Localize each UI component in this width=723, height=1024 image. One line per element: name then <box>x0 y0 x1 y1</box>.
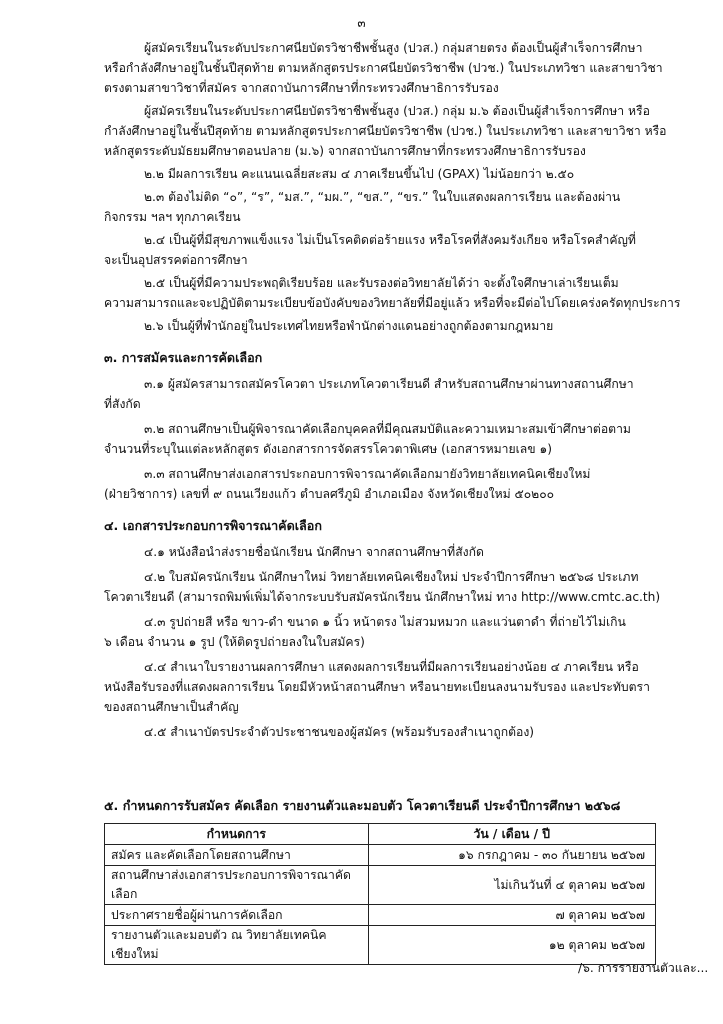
section-3-heading: ๓. การสมัครและการคัดเลือก <box>104 350 263 365</box>
continuation-note: /๖. การรายงานตัวและ... <box>578 961 709 975</box>
schedule-table <box>104 823 656 965</box>
item-2-5-line2: ความสามารถและจะปฏิบัติตามระเบียบข้อบังคับของวิทยาลัยที่มีอยู่แล้ว หรือที่จะมีต่อไปโดยเคร่งครัดทุกประการ <box>104 296 681 310</box>
schedule-header-event: กำหนดการ <box>105 824 369 845</box>
table-row <box>105 866 656 905</box>
item-3-2-line2: จำนวนที่ระบุในแต่ละหลักสูตร ดังเอกสารการจัดสรรโควตาพิเศษ (เอกสารหมายเลข ๑) <box>104 442 552 456</box>
item-2-5-line1: ๒.๕ เป็นผู้ที่มีความประพฤติเรียบร้อย และรับรองต่อวิทยาลัยได้ว่า จะตั้งใจศึกษาเล่าเรียนเต็ม <box>144 276 619 290</box>
schedule-date-cell: ไม่เกินวันที่ ๔ ตุลาคม ๒๕๖๗ <box>368 866 655 905</box>
para-pvs-direct-line1: ผู้สมัครเรียนในระดับประกาศนียบัตรวิชาชีพชั้นสูง (ปวส.) กลุ่มสายตรง ต้องเป็นผู้สำเร็จการศึกษา <box>144 41 643 55</box>
item-4-3-line1: ๔.๓ รูปถ่ายสี หรือ ขาว-ดำ ขนาด ๑ นิ้ว หน้าตรง ไม่สวมหมวก และแว่นตาดำ ที่ถ่ายไว้ไม่เกิน <box>144 615 626 629</box>
item-4-4-line1: ๔.๔ สำเนาใบรายงานผลการศึกษา แสดงผลการเรียนที่มีผลการเรียนอย่างน้อย ๔ ภาคเรียน หรือ <box>144 660 639 674</box>
item-2-3-line2: กิจกรรม ฯลฯ ทุกภาคเรียน <box>104 210 241 224</box>
item-4-4-line3: ของสถานศึกษาเป็นสำคัญ <box>104 700 239 714</box>
schedule-event-cell: รายงานตัวและมอบตัว ณ วิทยาลัยเทคนิคเชียงใหม่ <box>105 926 369 965</box>
schedule-date-cell: ๗ ตุลาคม ๒๕๖๗ <box>368 905 655 926</box>
section-5-heading: ๕. กำหนดการรับสมัคร คัดเลือก รายงานตัวและมอบตัว โควตาเรียนดี ประจำปีการศึกษา ๒๕๖๘ <box>104 798 621 813</box>
item-3-3-line2: (ฝ่ายวิชาการ) เลขที่ ๙ ถนนเวียงแก้ว ตำบลศรีภูมิ อำเภอเมือง จังหวัดเชียงใหม่ ๕๐๒๐๐ <box>104 487 555 501</box>
schedule-header-row <box>105 824 656 845</box>
para-pvs-m6-line3: หลักสูตรระดับมัธยมศึกษาตอนปลาย (ม.๖) จากสถาบันการศึกษาที่กระทรวงศึกษาธิการรับรอง <box>104 144 586 158</box>
item-4-1: ๔.๑ หนังสือนำส่งรายชื่อนักเรียน นักศึกษา จากสถานศึกษาที่สังกัด <box>144 545 484 559</box>
table-row <box>105 905 656 926</box>
item-4-2-line1: ๔.๒ ใบสมัครนักเรียน นักศึกษาใหม่ วิทยาลัยเทคนิคเชียงใหม่ ประจำปีการศึกษา ๒๕๖๘ ประเภท <box>144 570 639 584</box>
section-4-heading: ๔. เอกสารประกอบการพิจารณาคัดเลือก <box>104 518 322 533</box>
item-4-4-line2: หนังสือรับรองที่แสดงผลการเรียน โดยมีหัวหน้าสถานศึกษา หรือนายทะเบียนลงนามรับรอง และประทับตรา <box>104 680 650 694</box>
para-pvs-m6-line2: กำลังศึกษาอยู่ในชั้นปีสุดท้าย ตามหลักสูตรประกาศนียบัตรวิชาชีพ (ปวช.) ในประเภทวิชา และสาขาวิชา หรือ <box>104 124 667 138</box>
item-2-3-line1: ๒.๓ ต้องไม่ติด “๐”, “ร”, “มส.”, “มผ.”, “ขส.”, “ขร.” ในใบแสดงผลการเรียน และต้องผ่าน <box>144 190 621 204</box>
item-3-1-line1: ๓.๑ ผู้สมัครสามารถสมัครโควตา ประเภทโควตาเรียนดี สำหรับสถานศึกษาผ่านทางสถานศึกษา <box>144 377 634 391</box>
item-2-2: ๒.๒ มีผลการเรียน คะแนนเฉลี่ยสะสม ๔ ภาคเรียนขึ้นไป (GPAX) ไม่น้อยกว่า ๒.๕๐ <box>144 167 575 181</box>
schedule-date-cell: ๑๖ กรกฎาคม - ๓๐ กันยายน ๒๕๖๗ <box>368 845 655 866</box>
schedule-event-cell: สถานศึกษาส่งเอกสารประกอบการพิจารณาคัดเลือก <box>105 866 369 905</box>
table-row <box>105 926 656 965</box>
item-4-3-line2: ๖ เดือน จำนวน ๑ รูป (ให้ติดรูปถ่ายลงในใบสมัคร) <box>104 635 365 649</box>
item-2-6: ๒.๖ เป็นผู้ที่พำนักอยู่ในประเทศไทยหรือพำนักต่างแดนอย่างถูกต้องตามกฎหมาย <box>144 319 554 333</box>
para-pvs-direct-line3: ตรงตามสาขาวิชาที่สมัคร จากสถาบันการศึกษาที่กระทรวงศึกษาธิการรับรอง <box>104 81 499 95</box>
schedule-event-cell: ประกาศรายชื่อผู้ผ่านการคัดเลือก <box>105 905 369 926</box>
schedule-event-cell: สมัคร และคัดเลือกโดยสถานศึกษา <box>105 845 369 866</box>
item-2-4-line1: ๒.๔ เป็นผู้ที่มีสุขภาพแข็งแรง ไม่เป็นโรคติดต่อร้ายแรง หรือโรคที่สังคมรังเกียจ หรือโรคสำคัญที่ <box>144 233 636 247</box>
para-pvs-direct-line2: หรือกำลังศึกษาอยู่ในชั้นปีสุดท้าย ตามหลักสูตรประกาศนียบัตรวิชาชีพ (ปวช.) ในประเภทวิชา และสาขาวิชา <box>104 61 663 75</box>
table-row <box>105 845 656 866</box>
item-4-5: ๔.๕ สำเนาบัตรประจำตัวประชาชนของผู้สมัคร (พร้อมรับรองสำเนาถูกต้อง) <box>144 725 535 739</box>
item-3-1-line2: ที่สังกัด <box>104 397 141 411</box>
schedule-header-date: วัน / เดือน / ปี <box>368 824 655 845</box>
item-3-2-line1: ๓.๒ สถานศึกษาเป็นผู้พิจารณาคัดเลือกบุคคลที่มีคุณสมบัติและความเหมาะสมเข้าศึกษาต่อตาม <box>144 422 631 436</box>
item-2-4-line2: จะเป็นอุปสรรคต่อการศึกษา <box>104 253 248 267</box>
item-3-3-line1: ๓.๓ สถานศึกษาส่งเอกสารประกอบการพิจารณาคัดเลือกมายังวิทยาลัยเทคนิคเชียงใหม่ <box>144 467 591 481</box>
page-number: ๓ <box>357 16 366 30</box>
item-4-2-line2: โควตาเรียนดี (สามารถพิมพ์เพิ่มได้จากระบบรับสมัครนักเรียน นักศึกษาใหม่ ทาง http://www.cmtc.ac.th) <box>104 590 661 604</box>
schedule-date-cell: ๑๒ ตุลาคม ๒๕๖๗ <box>368 926 655 965</box>
para-pvs-m6-line1: ผู้สมัครเรียนในระดับประกาศนียบัตรวิชาชีพชั้นสูง (ปวส.) กลุ่ม ม.๖ ต้องเป็นผู้สำเร็จการศึกษา หรือ <box>144 104 650 118</box>
